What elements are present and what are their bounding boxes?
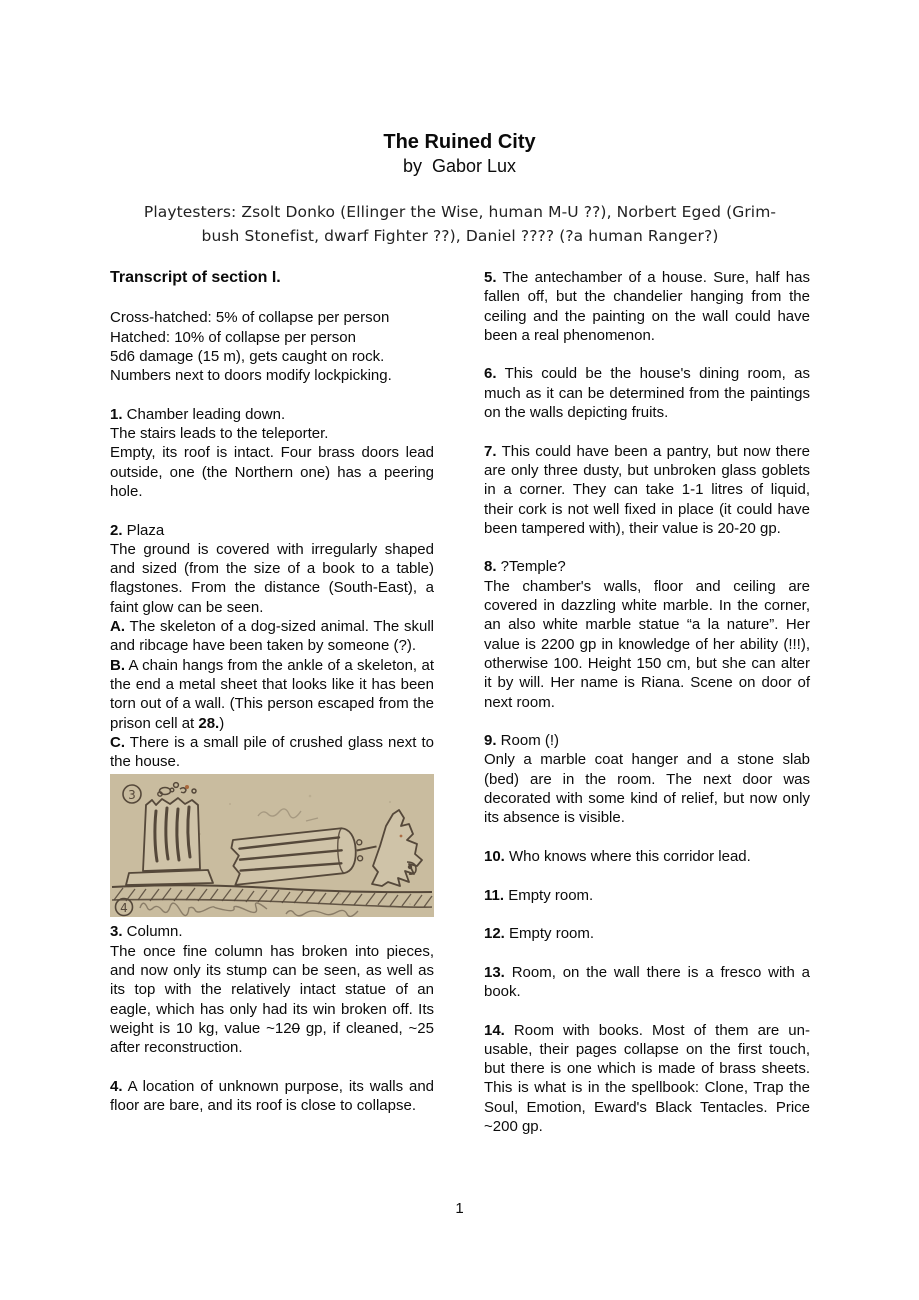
text-run: A chain hangs from the ankle of a skeleton, at the end a metal sheet that looks like it has been torn out of a wall. (This person escaped from the prison cell at (110, 656, 434, 732)
paragraph (110, 540, 434, 617)
paragraph (484, 1021, 810, 1137)
paragraph (110, 733, 434, 772)
paragraph (484, 268, 810, 345)
paragraph (110, 443, 434, 501)
text-run: The stairs leads to the teleporter. (110, 425, 329, 443)
text-run: Empty room. (504, 925, 595, 943)
paragraph (484, 924, 810, 943)
bold-run: 5. (484, 269, 497, 286)
text-run: Plaza (122, 521, 165, 539)
text-run: Who knows where this corridor lead. (504, 847, 751, 865)
bold-run: 11. (484, 886, 505, 904)
document-byline: by Gabor Lux (402, 156, 517, 176)
bold-run: 4. (110, 1077, 123, 1095)
text-run: Room (!) (496, 732, 560, 750)
text-run: This could have been a pantry, but now there are only three dusty, but unbroken glass goblets in a corner. They can take 1-1 litres of liquid, their cork is not well fixed in place (it could have been tampered with), their value is 20-20 gp. (484, 442, 810, 537)
paragraph (110, 308, 434, 327)
bold-run: 10. (484, 847, 505, 865)
paragraph (110, 405, 434, 424)
text-run: A location of unknown purpose, its walls and floor are bare, and its roof is close to collapse. (110, 1077, 434, 1115)
text-run: This could be the house's dining room, as much as it can be determined from the paintings on the walls depicting fruits. (484, 365, 810, 422)
paragraph (484, 750, 810, 827)
paragraph (110, 347, 434, 366)
text-run: gp, if cleaned, ~25 after reconstruction. (110, 1019, 434, 1057)
text-run: ) (219, 714, 225, 732)
text-run: Hatched: 10% of collapse per person (110, 328, 356, 346)
text-run: Empty room. (504, 886, 594, 904)
text-run: Numbers next to doors modify lockpicking. (110, 367, 392, 385)
playtesters-line-1: Playtesters: Zsolt Donko (Ellinger the Wise, human M-U ??), Norbert Eged (Grim- (143, 203, 777, 221)
bold-run: Transcript of section I. (110, 269, 281, 286)
playtesters-note (60, 200, 860, 248)
bold-run: 7. (484, 442, 497, 460)
paragraph (110, 1077, 434, 1116)
bold-run: 3. (110, 923, 123, 941)
paragraph (484, 847, 810, 866)
bold-run: C. (110, 733, 125, 751)
svg-text:4: 4 (120, 901, 128, 916)
bold-run: 12. (484, 925, 505, 943)
document-title: The Ruined City (383, 131, 536, 153)
paragraph (484, 557, 810, 576)
text-run: Cross-hatched: 5% of collapse per person (110, 309, 390, 327)
bold-run: 13. (484, 963, 505, 981)
paragraph (484, 577, 810, 712)
bold-run: 2. (110, 521, 123, 539)
struck-run: 0 (291, 1019, 300, 1037)
text-run: The chamber's walls, floor and ceiling are covered in dazzling white marble. In the corner, an also white marble statue “a la nature”. Her value is 2200 gp in knowledge of her ability (!!!), otherwise 100. Height 150 cm, but she can alter it by will. Her name is Riana. Scene on door of next room. (484, 577, 810, 711)
column-left (110, 268, 434, 1115)
site-sketch-figure (110, 774, 434, 917)
text-run: There is a small pile of crushed glass next to the house. (110, 733, 434, 771)
playtesters-line-2: bush Stonefist, dwarf Fighter ??), Daniel ???? (?a human Ranger?) (201, 227, 719, 245)
text-run: Only a marble coat hanger and a stone slab (bed) are in the room. The next door was decorated with some kind of relief, but now only its absence is visible. (484, 751, 810, 827)
paragraph (110, 521, 434, 540)
paragraph (110, 656, 434, 733)
paragraph (110, 617, 434, 656)
bold-run: 6. (484, 365, 497, 383)
text-run: The antechamber of a house. Sure, half has fallen off, but the chandelier hanging from the ceiling and the painting on the wall could have been a real phenomenon. (484, 269, 810, 344)
text-run: The once fine column has broken into pieces, and now only its stump can be seen, as well as its top with the relatively intact statue of an eagle, which has only had its win broken off. Its weight is 10 kg, value ~12 (110, 942, 434, 1037)
text-run: 5d6 damage (15 m), gets caught on rock. (110, 347, 385, 365)
svg-text:3: 3 (128, 788, 136, 803)
sketch-drawing (110, 774, 434, 917)
paragraph (110, 942, 434, 1058)
red-speck (185, 785, 189, 789)
column-right (484, 268, 810, 1136)
paragraph (110, 424, 434, 443)
text-run: The skeleton of a dog-sized animal. The skull and ribcage have been taken by someone (?). (110, 618, 434, 655)
bold-run: 1. (110, 405, 123, 423)
paragraph (484, 731, 810, 750)
red-speck (400, 835, 403, 838)
paragraph (484, 364, 810, 422)
text-run: ?Temple? (496, 558, 566, 576)
text-run: Room, on the wall there is a fresco with a book. (484, 963, 810, 1000)
paragraph (484, 963, 810, 1002)
paragraph (484, 442, 810, 538)
bold-run: 14. (484, 1021, 505, 1039)
text-run: The ground is covered with irregularly shaped and sized (from the size of a book to a table) flagstones. From the distance (South-East), a faint glow can be seen. (110, 540, 434, 616)
bold-run: 9. (484, 732, 497, 750)
text-run: Empty, its roof is intact. Four brass doors lead outside, one (the Northern one) has a peering hole. (110, 444, 434, 500)
bold-run: B. (110, 656, 125, 674)
text-run: Chamber leading down. (122, 405, 286, 423)
bold-run: 28. (198, 714, 220, 732)
bold-run: A. (110, 618, 125, 636)
paragraph (110, 922, 434, 941)
paragraph (484, 886, 810, 905)
page-number: 1 (455, 1200, 464, 1217)
bold-run: 8. (484, 558, 497, 576)
paragraph (110, 366, 434, 385)
section-heading (110, 268, 434, 287)
paragraph (110, 328, 434, 347)
text-run: Room with books. Most of them are unusable, their pages collapse on the first touch, but there is one which is made of brass sheets. This is what is in the spellbook: Clone, Trap the Soul, Emotion, Eward's Black Tentacles. Price ~200 gp. (484, 1021, 810, 1136)
text-run: Column. (122, 923, 183, 941)
